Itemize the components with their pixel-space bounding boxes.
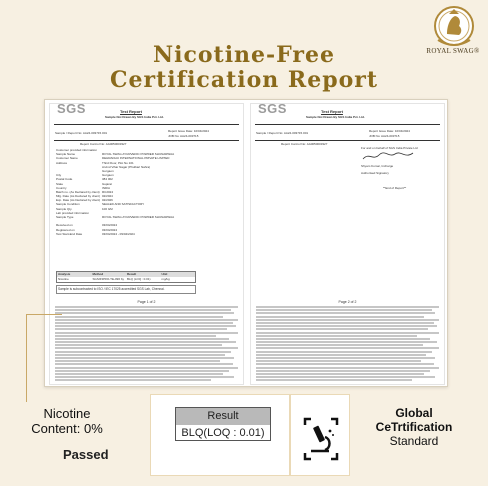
divider [255,140,440,141]
fine-print-line [256,357,435,359]
fine-print-line [55,357,234,359]
fine-print-line [256,363,434,365]
passed-label: Passed [63,447,109,462]
field-label: Registered on [56,227,75,232]
sgs-logo: SGS [258,103,287,116]
fine-print-line [256,306,439,308]
field-label: City [56,173,62,178]
result-table [175,407,271,441]
report-no: Sample / Report No: AA24-003715.001 [256,131,309,135]
fine-print-line [256,370,430,372]
test-report-document [44,99,448,387]
field-value: ROYAL SWAG AYURVEDIC POWDER SHUNARWAA [102,152,175,157]
fine-print-line [55,319,238,321]
field-value: INDIA [102,185,111,190]
field-label: State [56,181,64,186]
fine-print-line [256,360,421,362]
field-label: Sample Qty. [56,206,73,211]
fine-print-line [55,325,236,327]
field-value: 03/04/2024 [102,223,118,228]
result-value: BLQ(LOQ : 0.01) [181,427,265,439]
fine-print-line [55,312,234,314]
fine-print-line [256,373,424,375]
field-label: Customer Name [56,156,78,161]
field-value: 02/2024 [102,194,113,199]
callout-connector [26,314,62,315]
fine-print-line [55,354,225,356]
issue-date: Report Issue Date: 10/04/2024 [168,129,209,133]
fine-print-line [256,309,432,311]
fine-print-line [55,367,238,369]
fine-print-line [55,347,238,349]
issue-date: Report Issue Date: 10/04/2024 [369,129,410,133]
field-label: Batch no. (As Declared by client) [56,189,100,194]
fine-print-line [55,341,236,343]
fine-print-line [256,335,417,337]
fine-print-line [256,367,439,369]
report-title: Test Report [120,109,142,114]
callout-connector [26,314,27,402]
control-no: Report Control No: AA0050003327 [281,142,328,146]
page-number: Page 2 of 2 [338,300,357,304]
result-header: Result [176,408,270,425]
fine-print-line [256,347,439,349]
field-value: 100 GM [102,206,113,211]
field-label: Customer provided information [56,148,98,152]
field-row [56,232,236,236]
fine-print [256,306,439,383]
field-label: Postal Code [56,177,73,182]
fine-print-line [256,344,423,346]
report-title: Test Report [321,109,343,114]
fine-print-line [55,376,234,378]
field-label: Address [56,160,68,165]
report-subtitle: Sample Not Drawn By SGS India Pvt. Ltd. [306,115,365,119]
job-no: JOB No: AA24-003715 [369,134,400,138]
fine-print-line [55,379,211,381]
field-value: Arvind Vihar Nagar (Phulbari Nahra) [102,164,151,169]
field-label: Exp. Date (As Declared by client) [56,198,101,203]
fine-print-line [55,332,238,334]
fine-print-line [55,363,233,365]
fine-print [55,306,238,383]
fine-print-line [55,316,223,318]
field-value: 03/04/2024 [102,227,118,232]
field-label: Lab provided information [56,210,90,215]
field-value: RC2024 [102,189,114,194]
fine-print-line [55,351,231,353]
field-label: Sample Name [56,152,76,157]
fine-print-line [256,341,437,343]
end-of-report: **End of Report** [383,186,407,190]
control-no: Report Control No: AA0050003327 [80,142,127,146]
fine-print-line [55,335,216,337]
brand-name: ROYAL SWAG® [426,47,480,55]
fine-print-line [256,332,439,334]
report-no: Sample / Report No: AA24-003715.001 [55,131,108,135]
on-behalf-line: For and on behalf of SGS India Private Ltd [361,146,418,150]
field-label: Country [56,185,67,190]
certification-microscope-icon [299,417,343,461]
fine-print-line [256,322,434,324]
field-label: Sample Type [56,215,74,219]
fine-print-line [55,306,238,308]
sample-fields [56,148,236,236]
fine-print-line [256,325,437,327]
field-value: Third Floor, Plot No 101 [102,160,134,165]
fine-print-line [55,338,229,340]
fine-print-line [256,312,435,314]
field-label: Mfg. Date (As Declared by client) [56,194,101,199]
fine-print-line [256,316,424,318]
fine-print-line [55,373,223,375]
result-card [150,394,290,476]
fine-print-line [256,338,430,340]
fine-print-line [256,379,412,381]
report-page-2 [250,103,445,385]
results-header-row: Analysis Method Result Unit [57,272,195,277]
certification-card [290,394,350,476]
field-value: 03/04/2024 - 09/04/2024 [102,231,135,236]
sgs-logo: SGS [57,103,86,116]
field-value: Gurgaon [102,173,114,178]
field-label: Received on [56,223,73,228]
report-subtitle: Sample Not Drawn By SGS India Pvt. Ltd. [105,115,164,119]
fine-print-line [256,376,435,378]
results-table [56,271,196,283]
fine-print-line [256,328,428,330]
fine-print-line [256,351,432,353]
field-value: 02/2026 [102,198,113,203]
fine-print-line [55,370,229,372]
field-value: Gujarat [102,181,112,186]
field-label: Test Start-End Date [56,231,83,236]
fine-print-line [55,309,231,311]
job-no: JOB No: AA24-003715 [168,134,199,138]
fine-print-line [55,328,227,330]
signature-image [361,150,421,162]
field-value: 384 002 [102,177,113,182]
fine-print-line [55,360,220,362]
global-certification-label: Global CeTrtification Standard [375,406,453,448]
divider [54,140,239,141]
field-value: ROYAL SWAG AYURVEDIC POWDER SHUNARWAA [102,215,175,219]
fine-print-line [55,322,233,324]
field-value: Gurgaon [102,168,114,173]
fine-print-line [55,344,222,346]
divider [255,124,440,125]
fine-print-line [256,354,426,356]
page-number: Page 1 of 2 [137,300,156,304]
field-value: DEHRADHU INTERNATIONAL PRIVATE LIMITED [102,156,170,161]
field-value: SEALED AND SATISFACTORY [102,202,145,207]
report-page-1 [49,103,244,385]
fine-print-line [256,319,439,321]
signer-name: Shyam Kumar, Incharge Authorised Signatory [361,164,394,175]
page-title-line1: Nicotine-Free [153,42,335,68]
results-row: Nicotine SGS/INPRO-TE-096 by BLQ (LOQ : 0.01) mg/kg [58,277,170,281]
nicotine-content-label: Nicotine Content: 0% [31,406,103,436]
remark-box: Sample is subcontracted to ISO / IEC 17025 accredited SGS Lab, Chennai. [56,285,196,294]
divider [54,124,239,125]
page-title-line2: Certification Report [109,67,379,93]
field-label: Sample Condition [56,202,80,207]
